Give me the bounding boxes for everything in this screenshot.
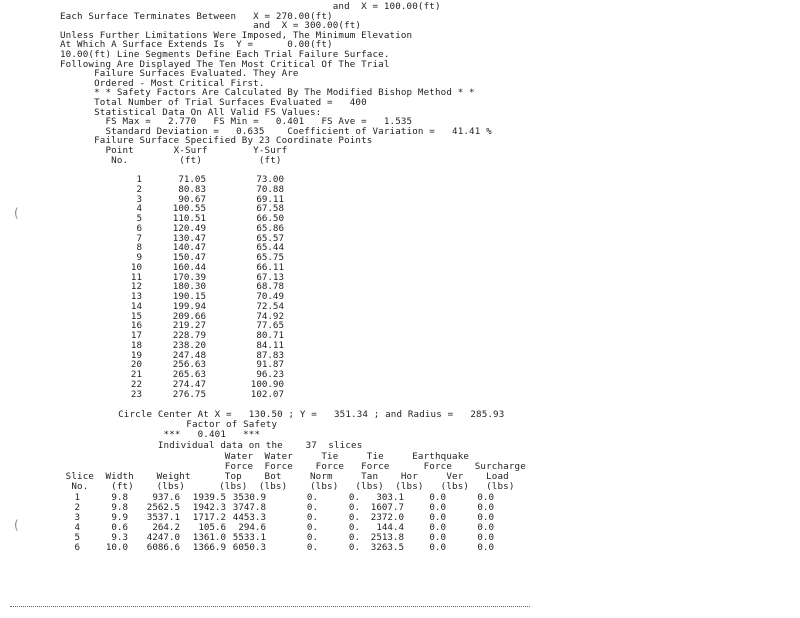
- header-line: Failure Surface Specified By 23 Coordinate Points: [60, 135, 373, 147]
- slice-top: 1361.0: [192, 532, 226, 543]
- slice-no: 1: [74, 492, 80, 503]
- slice-no: 3: [74, 512, 80, 523]
- slice-hor: 303.1: [376, 492, 404, 503]
- point-x-surf: 199.94: [172, 300, 206, 312]
- slice-bot: 4453.3: [232, 512, 266, 523]
- point-y-surf: 70.49: [256, 291, 284, 302]
- point-y-surf: 65.86: [256, 222, 284, 234]
- slice-bot: 6050.3: [232, 542, 266, 553]
- point-x-surf: 140.47: [172, 242, 206, 254]
- point-y-surf: 65.57: [256, 232, 284, 244]
- slice-top: 1942.3: [192, 502, 226, 513]
- slice-top: 1717.2: [192, 512, 226, 523]
- header-line: Ordered - Most Critical First.: [60, 77, 265, 89]
- factor-of-safety-value: *** 0.401 ***: [84, 429, 261, 440]
- point-x-surf: 100.55: [172, 203, 206, 215]
- point-no: 16: [130, 320, 142, 332]
- slice-ver: 0.0: [429, 542, 446, 553]
- slice-hor: 3263.5: [370, 542, 404, 553]
- point-y-surf: 66.50: [256, 213, 284, 224]
- point-no: 13: [130, 291, 142, 302]
- point-no: 3: [136, 193, 142, 205]
- point-no: 14: [130, 300, 142, 312]
- point-y-surf: 67.13: [256, 271, 284, 283]
- point-y-surf: 66.11: [256, 261, 284, 273]
- point-no: 7: [136, 232, 142, 244]
- point-x-surf: 120.49: [172, 222, 206, 234]
- point-y-surf: 87.83: [256, 349, 284, 361]
- point-no: 19: [130, 349, 142, 361]
- header-line: Each Surface Terminates Between X = 270.00(ft): [60, 10, 333, 22]
- point-y-surf: 91.87: [256, 359, 284, 371]
- point-x-surf: 130.47: [172, 232, 206, 244]
- point-x-surf: 256.63: [172, 359, 206, 371]
- slice-load: 0.0: [477, 502, 494, 513]
- header-line: and X = 300.00(ft): [60, 20, 362, 32]
- header-line: FS Max = 2.770 FS Min = 0.401 FS Ave = 1.535: [60, 116, 413, 128]
- slice-norm: 0.: [306, 512, 318, 523]
- slice-width: 10.0: [105, 542, 128, 553]
- point-x-surf: 160.44: [172, 261, 206, 273]
- header-line: * * Safety Factors Are Calculated By The Modified Bishop Method * *: [60, 87, 475, 99]
- point-x-surf: 209.66: [172, 310, 206, 322]
- point-y-surf: 80.71: [256, 330, 284, 341]
- point-no: 17: [130, 330, 142, 341]
- slice-width: 9.3: [111, 532, 128, 543]
- point-y-surf: 67.58: [256, 203, 284, 215]
- point-y-surf: 96.23: [256, 369, 284, 380]
- slice-ver: 0.0: [429, 502, 446, 513]
- slice-tan: 0.: [348, 542, 360, 553]
- margin-bracket-mark: (: [14, 518, 19, 532]
- header-line: 10.00(ft) Line Segments Define Each Trial Failure Surface.: [60, 49, 390, 60]
- point-x-surf: 150.47: [172, 252, 206, 263]
- point-x-surf: 180.30: [172, 281, 206, 293]
- point-x-surf: 274.47: [172, 378, 206, 390]
- slice-hor: 2513.8: [370, 532, 404, 543]
- slices-header-line: Water Water Tie Tie Earthquake: [60, 451, 470, 462]
- point-x-surf: 265.63: [172, 369, 206, 380]
- point-y-surf: 69.11: [256, 193, 284, 205]
- point-x-surf: 110.51: [172, 213, 206, 224]
- slices-title: Individual data on the 37 slices: [84, 440, 363, 451]
- point-y-surf: 65.44: [256, 242, 284, 254]
- slice-top: 1939.5: [192, 492, 226, 503]
- header-line: No. (ft) (ft): [60, 154, 282, 166]
- slice-tan: 0.: [348, 512, 360, 523]
- slices-header-line: Slice Width Weight Top Bot Norm Tan Hor Ver Load: [60, 471, 509, 482]
- slice-load: 0.0: [477, 522, 494, 533]
- slice-tan: 0.: [348, 522, 360, 533]
- slice-load: 0.0: [477, 512, 494, 523]
- slice-bot: 294.6: [238, 522, 266, 533]
- slice-ver: 0.0: [429, 512, 446, 523]
- slice-hor: 2372.0: [370, 512, 404, 523]
- point-no: 10: [130, 261, 142, 273]
- slice-no: 5: [74, 532, 80, 543]
- point-y-surf: 74.92: [256, 310, 284, 322]
- point-no: 5: [136, 213, 142, 224]
- slice-weight: 3537.1: [146, 512, 180, 523]
- slice-hor: 144.4: [376, 522, 404, 533]
- slice-norm: 0.: [306, 492, 318, 503]
- slice-norm: 0.: [306, 542, 318, 553]
- header-line: Statistical Data On All Valid FS Values:: [60, 106, 322, 118]
- header-line: Unless Further Limitations Were Imposed, The Minimum Elevation: [60, 29, 413, 41]
- slice-width: 9.8: [111, 502, 128, 513]
- slice-width: 9.8: [111, 492, 128, 503]
- slice-top: 105.6: [198, 522, 226, 533]
- point-no: 9: [136, 252, 142, 263]
- header-line: and X = 100.00(ft): [60, 1, 441, 12]
- point-no: 11: [130, 271, 142, 283]
- point-no: 4: [136, 203, 142, 215]
- slice-ver: 0.0: [429, 492, 446, 503]
- slice-load: 0.0: [477, 532, 494, 543]
- point-no: 1: [136, 174, 142, 185]
- point-y-surf: 72.54: [256, 300, 284, 312]
- slice-weight: 937.6: [152, 492, 180, 503]
- header-line: Total Number of Trial Surfaces Evaluated = 400: [60, 97, 367, 108]
- header-line: Following Are Displayed The Ten Most Critical Of The Trial: [60, 58, 390, 70]
- slice-norm: 0.: [306, 522, 318, 533]
- slices-header-line: Force Force Force Force Force Surcharge: [60, 461, 526, 472]
- point-no: 2: [136, 183, 142, 195]
- slice-tan: 0.: [348, 492, 360, 503]
- header-line: At Which A Surface Extends Is Y = 0.00(ft): [60, 39, 333, 51]
- point-y-surf: 77.65: [256, 320, 284, 332]
- slices-header-line: No. (ft) (lbs) (lbs) (lbs) (lbs) (lbs) (lbs) (lbs) (lbs): [60, 481, 515, 492]
- point-no: 20: [130, 359, 142, 371]
- point-no: 8: [136, 242, 142, 254]
- slice-ver: 0.0: [429, 522, 446, 533]
- slice-ver: 0.0: [429, 532, 446, 543]
- header-line: Failure Surfaces Evaluated. They Are: [60, 68, 299, 80]
- point-x-surf: 190.15: [172, 291, 206, 302]
- point-y-surf: 70.88: [256, 183, 284, 195]
- header-line: Standard Deviation = 0.635 Coefficient of Variation = 41.41 %: [60, 125, 492, 137]
- slice-no: 2: [74, 502, 80, 513]
- slice-top: 1366.9: [192, 542, 226, 553]
- slice-weight: 4247.0: [146, 532, 180, 543]
- point-no: 15: [130, 310, 142, 322]
- point-no: 21: [130, 369, 142, 380]
- point-x-surf: 80.83: [178, 183, 206, 195]
- point-y-surf: 68.78: [256, 281, 284, 293]
- point-x-surf: 228.79: [172, 330, 206, 341]
- point-y-surf: 100.90: [250, 378, 284, 390]
- factor-of-safety-title: Factor of Safety: [84, 419, 278, 430]
- point-x-surf: 71.05: [178, 174, 206, 185]
- slice-width: 9.9: [111, 512, 128, 523]
- page-bottom-dotted-rule: [10, 606, 530, 609]
- point-no: 23: [130, 388, 142, 400]
- point-no: 22: [130, 378, 142, 390]
- slice-bot: 3530.9: [232, 492, 266, 503]
- point-y-surf: 73.00: [256, 174, 284, 185]
- slice-no: 4: [74, 522, 80, 533]
- point-x-surf: 276.75: [172, 388, 206, 400]
- slice-width: 0.6: [111, 522, 128, 533]
- slice-norm: 0.: [306, 532, 318, 543]
- point-x-surf: 238.20: [172, 339, 206, 351]
- point-x-surf: 170.39: [172, 271, 206, 283]
- point-y-surf: 65.75: [256, 252, 284, 263]
- slice-weight: 6086.6: [146, 542, 180, 553]
- slice-weight: 264.2: [152, 522, 180, 533]
- slice-bot: 3747.8: [232, 502, 266, 513]
- point-no: 12: [130, 281, 142, 293]
- point-y-surf: 102.07: [250, 388, 284, 400]
- slice-load: 0.0: [477, 492, 494, 503]
- circle-center-line: Circle Center At X = 130.50 ; Y = 351.34 ; and Radius = 285.93: [84, 409, 505, 420]
- slice-weight: 2562.5: [146, 502, 180, 513]
- slice-no: 6: [74, 542, 80, 553]
- slice-tan: 0.: [348, 502, 360, 513]
- point-x-surf: 219.27: [172, 320, 206, 332]
- point-x-surf: 247.48: [172, 349, 206, 361]
- slice-tan: 0.: [348, 532, 360, 543]
- point-no: 18: [130, 339, 142, 351]
- point-y-surf: 84.11: [256, 339, 284, 351]
- margin-bracket-mark: (: [14, 206, 19, 220]
- slice-bot: 5533.1: [232, 532, 266, 543]
- slice-load: 0.0: [477, 542, 494, 553]
- slice-norm: 0.: [306, 502, 318, 513]
- slice-hor: 1607.7: [370, 502, 404, 513]
- header-line: Point X-Surf Y-Surf: [60, 145, 288, 156]
- point-x-surf: 90.67: [178, 193, 206, 205]
- point-no: 6: [136, 222, 142, 234]
